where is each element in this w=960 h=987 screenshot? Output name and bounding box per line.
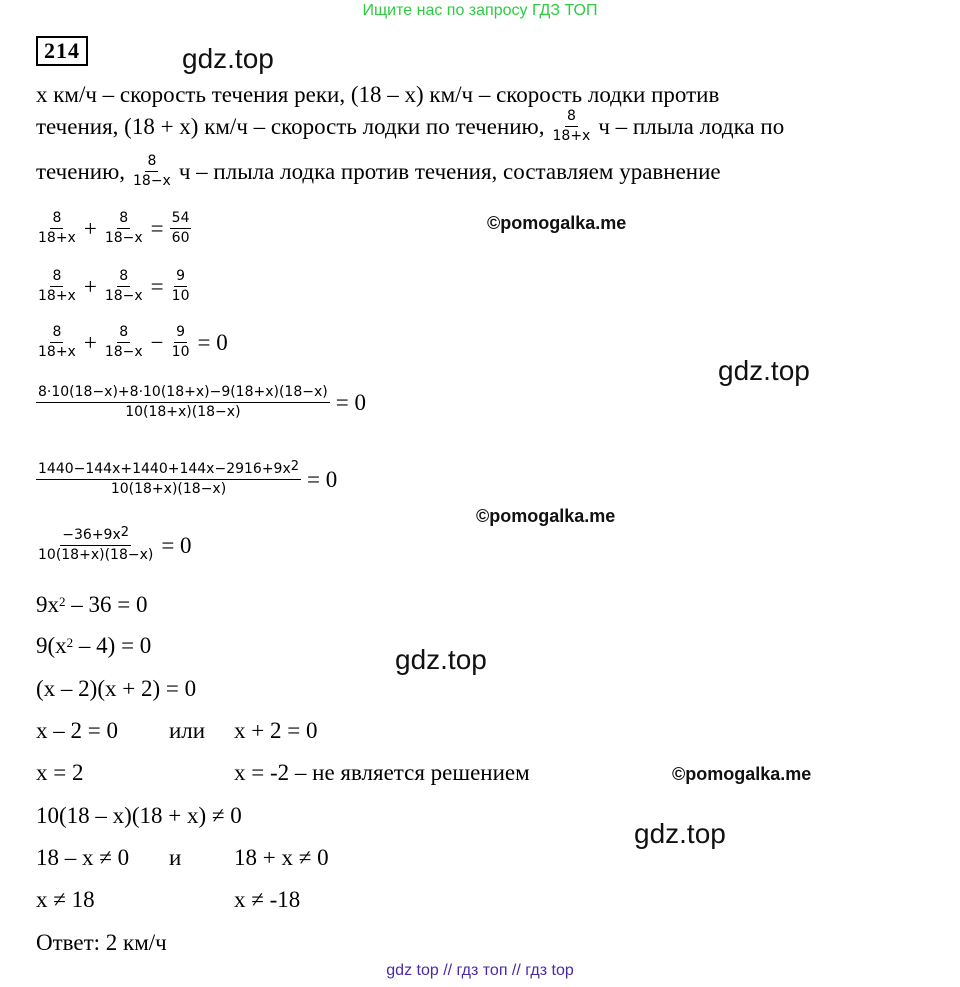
footer-links[interactable]: gdz top // гдз топ // гдз top [386, 962, 574, 979]
denominator: 10(18+x)(18−x) [125, 404, 241, 420]
watermark-gdz-2: gdz.top [718, 355, 810, 386]
step-1-a: 9x [36, 592, 59, 617]
watermark-gdz-3: gdz.top [395, 644, 487, 675]
denominator: 10(18+x)(18−x) [110, 481, 227, 497]
fraction-b [103, 210, 145, 247]
step-7-and: и [169, 845, 182, 870]
exponent: 2 [59, 594, 66, 609]
step-3: (x – 2)(x + 2) = 0 [36, 676, 197, 701]
fraction-a [36, 324, 78, 361]
step-8-right: x ≠ -18 [234, 887, 301, 912]
numerator: 9 [174, 268, 187, 287]
intro-line-2-text: течения, (18 + x) км/ч – скорость лодки по течению, [36, 113, 545, 139]
watermark-gdz-1: gdz.top [182, 43, 274, 74]
denominator: 18+x [38, 230, 76, 246]
simplified-fraction [36, 527, 155, 564]
fraction-b [103, 324, 145, 361]
watermark-gdz-4: gdz.top [634, 818, 726, 849]
common-denominator-fraction [36, 384, 330, 421]
intro-line-3-tail: ч – плыла лодка против течения, составляем уравнение [178, 158, 721, 184]
step-1 [36, 591, 147, 619]
fraction-a [36, 210, 78, 247]
intro-line-3-text: течению, [36, 158, 126, 184]
denominator: 18+x [38, 344, 76, 360]
denominator: 10 [171, 288, 190, 304]
numerator: 8 [145, 153, 158, 172]
numerator-text: −36+9x [62, 527, 121, 543]
equation-5 [36, 461, 337, 498]
minus-sign: − [150, 329, 164, 355]
fraction-8-over-18-minus-x [131, 153, 173, 190]
fraction-54-60 [170, 210, 192, 247]
fraction-9-10 [170, 268, 192, 305]
numerator: 8·10(18−x)+8·10(18+x)−9(18+x)(18−x) [36, 384, 330, 403]
intro-line-2-tail: ч – плыла лодка по [598, 113, 785, 139]
exponent: 2 [66, 635, 74, 650]
step-2 [36, 632, 151, 660]
equation-4 [36, 384, 366, 421]
fraction-9-10 [170, 324, 192, 361]
plus-sign: + [83, 215, 97, 241]
step-2-a: 9(x [36, 633, 67, 658]
watermark-pomogalka-1: ©pomogalka.me [487, 213, 627, 233]
denominator: 10 [171, 344, 190, 360]
numerator: 8 [565, 108, 578, 127]
expanded-fraction [36, 461, 301, 498]
numerator [60, 527, 131, 546]
equation-2 [36, 268, 191, 305]
numerator: 54 [170, 210, 192, 229]
equals-sign: = [150, 215, 164, 241]
intro-line-2 [36, 108, 784, 145]
equation-3 [36, 324, 228, 361]
denominator: 18+x [552, 128, 591, 144]
denominator: 10(18+x)(18−x) [38, 547, 154, 563]
step-4-right: x + 2 = 0 [234, 718, 318, 743]
step-5-right: x = -2 – не является решением [234, 760, 530, 785]
plus-sign: + [83, 273, 97, 299]
denominator: 18−x [104, 230, 143, 246]
step-1-c: – 36 = 0 [65, 592, 148, 617]
step-2-c: – 4) = 0 [73, 633, 152, 658]
top-banner[interactable]: Ищите нас по запросу ГДЗ ТОП [362, 2, 598, 19]
numerator: 8 [50, 210, 63, 229]
fraction-b [103, 268, 145, 305]
step-7-right: 18 + x ≠ 0 [234, 845, 329, 870]
intro-line-3 [36, 153, 721, 190]
fraction-8-over-18-plus-x [551, 108, 593, 145]
denominator: 18−x [104, 288, 143, 304]
equals-zero: = 0 [197, 329, 228, 355]
step-6: 10(18 – x)(18 + x) ≠ 0 [36, 803, 242, 828]
task-number: 214 [36, 36, 88, 66]
denominator: 18+x [38, 288, 76, 304]
step-4-or: или [169, 718, 206, 743]
numerator: 8 [50, 324, 63, 343]
numerator-text: 1440−144x+1440+144x−2916+9x [38, 461, 291, 477]
plus-sign: + [83, 329, 97, 355]
equals-zero: = 0 [307, 466, 338, 492]
fraction-a [36, 268, 78, 305]
intro-line-1: x км/ч – скорость течения реки, (18 – x) км/ч – скорость лодки против [36, 82, 720, 107]
equation-1 [36, 210, 191, 247]
answer: Ответ: 2 км/ч [36, 930, 167, 955]
numerator: 9 [174, 324, 187, 343]
denominator: 60 [171, 230, 190, 246]
equals-sign: = [150, 273, 164, 299]
numerator [36, 461, 301, 480]
exponent: 2 [120, 525, 130, 540]
step-4-left: x – 2 = 0 [36, 718, 118, 743]
watermark-pomogalka-3: ©pomogalka.me [672, 764, 812, 784]
exponent: 2 [290, 459, 300, 474]
equals-zero: = 0 [335, 389, 366, 415]
denominator: 18−x [133, 173, 171, 189]
numerator: 8 [117, 324, 130, 343]
step-5-left: x = 2 [36, 760, 84, 785]
step-8-left: x ≠ 18 [36, 887, 95, 912]
step-7-left: 18 – x ≠ 0 [36, 845, 130, 870]
equals-zero: = 0 [161, 532, 192, 558]
denominator: 18−x [104, 344, 143, 360]
watermark-pomogalka-2: ©pomogalka.me [476, 506, 616, 526]
numerator: 8 [117, 268, 130, 287]
equation-6 [36, 527, 192, 564]
numerator: 8 [117, 210, 130, 229]
numerator: 8 [50, 268, 63, 287]
